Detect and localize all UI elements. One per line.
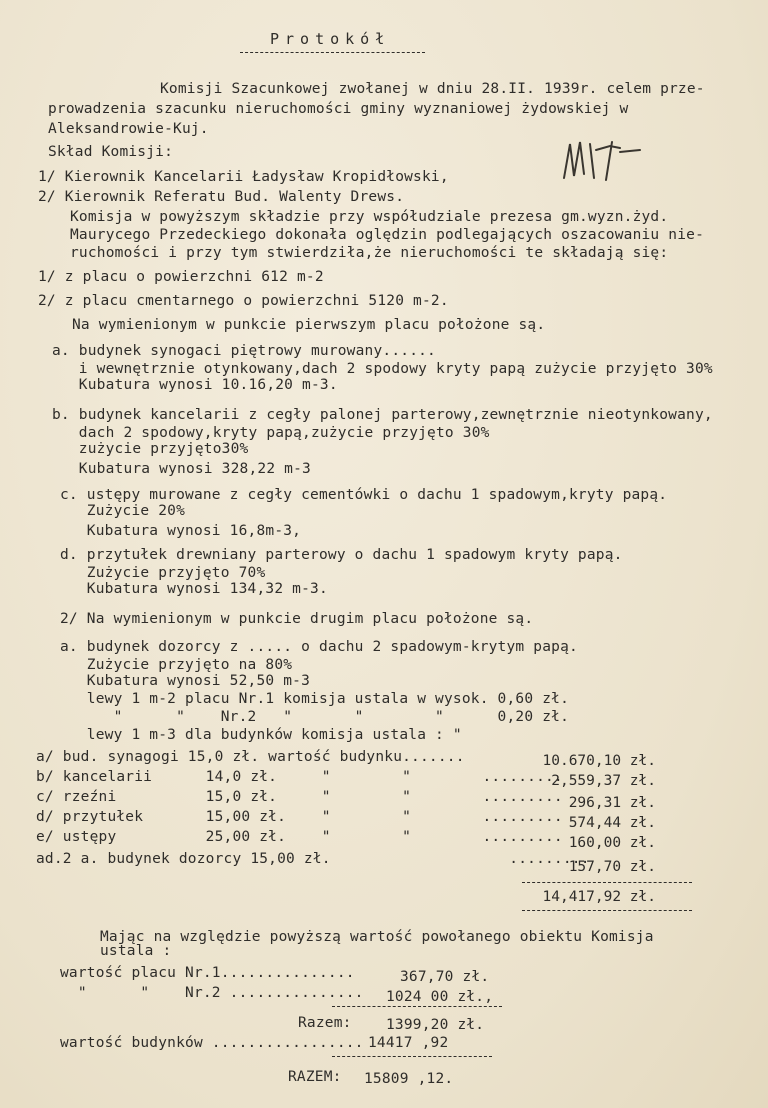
building-b-line-3: zużycie przyjęto30% <box>52 441 249 457</box>
building-b-line-4: Kubatura wynosi 328,22 m-3 <box>52 461 311 477</box>
intro-line-2: prowadzenia szacunku nieruchomości gminy wyznaniowej żydowskiej w <box>48 101 629 117</box>
building-d-line-2: Zużycie przyjęto 70% <box>60 565 266 581</box>
valuation-b-label: b/ kancelarii 14,0 zł. " " ......... <box>36 769 563 785</box>
statement-line-3: ruchomości i przy tym stwierdziła,że nieruchomości te składają się: <box>70 245 669 261</box>
valuation-e-label: e/ ustępy 25,00 zł. " " ......... <box>36 829 563 845</box>
plot-1: 1/ z placu o powierzchni 612 m-2 <box>38 269 324 285</box>
plot-value-1-amount: 367,70 zł. <box>400 969 490 985</box>
building2-line-5: " " Nr.2 " " " 0,20 zł. <box>60 709 569 725</box>
commission-heading: Skład Komisji: <box>48 144 174 160</box>
valuation-c-amount: 296,31 zł. <box>568 795 656 811</box>
building-d-line-3: Kubatura wynosi 134,32 m-3. <box>60 581 328 597</box>
conclusion-line-1: Mając na względzie powyższą wartość powołanego obiektu Komisja <box>100 929 654 945</box>
building2-line-3: Kubatura wynosi 52,50 m-3 <box>60 673 311 689</box>
valuation-a-amount: 10.670,10 zł. <box>542 753 656 769</box>
building2-line-4: lewy 1 m-2 placu Nr.1 komisja ustala w wysok. 0,60 zł. <box>60 691 569 707</box>
plot-value-2-label: " " Nr.2 ............... <box>60 985 364 1001</box>
plot-2: 2/ z placu cmentarnego o powierzchni 5120 m-2. <box>38 293 449 309</box>
building2-line-1: a. budynek dozorcy z ..... o dachu 2 spadowym-krytym papą. <box>60 639 578 655</box>
intro-line-1: Komisji Szacunkowej zwołanej w dniu 28.II. 1939r. celem prze- <box>160 81 705 97</box>
final-rule <box>332 1056 492 1057</box>
valuation-f-amount: 157,70 zł. <box>568 859 656 875</box>
statement-line-1: Komisja w powyższym składzie przy współudziale prezesa gm.wyzn.żyd. <box>70 209 669 225</box>
building-b-line-2: dach 2 spodowy,kryty papą,zużycie przyjęto 30% <box>52 425 490 441</box>
statement-line-2: Maurycego Przedeckiego dokonała oględzin podlegających oszacowaniu nie- <box>70 227 705 243</box>
section2-heading: 2/ Na wymienionym w punkcie drugim placu położone są. <box>60 611 534 627</box>
member-1: 1/ Kierownik Kancelarii Ładysław Kropidłowski, <box>38 169 449 185</box>
valuation-a-label: a/ bud. synagogi 15,0 zł. wartość budynku....... <box>36 749 465 765</box>
valuation-b-amount: 2,559,37 zł. <box>551 773 656 789</box>
handwritten-signature <box>560 138 650 186</box>
buildings-value-label: wartość budynków ................. <box>60 1035 364 1051</box>
section1-heading: Na wymienionym w punkcie pierwszym placu położone są. <box>72 317 546 333</box>
razem-rule <box>332 1006 502 1007</box>
total-rule <box>522 882 692 883</box>
plot-value-2-amount: 1024 00 zł., <box>386 989 494 1005</box>
plot-value-1-label: wartość placu Nr.1............... <box>60 965 355 981</box>
razem2-label: RAZEM: <box>288 1069 342 1085</box>
building2-line-6: lewy 1 m-3 dla budynków komisja ustala : " <box>60 727 462 743</box>
razem1-label: Razem: <box>298 1015 352 1031</box>
valuation-c-label: c/ rzeźni 15,0 zł. " " ......... <box>36 789 563 805</box>
building-c-line-1: c. ustępy murowane z cegły cementówki o dachu 1 spadowym,kryty papą. <box>60 487 668 503</box>
building-a-line-2: i wewnętrznie otynkowany,dach 2 spodowy kryty papą zużycie przyjęto 30% <box>52 361 713 377</box>
valuation-f-label: ad.2 a. budynek dozorcy 15,00 zł. ......... <box>36 851 590 867</box>
title-underline <box>240 52 425 53</box>
conclusion-line-2: ustala : <box>100 943 172 959</box>
building-c-line-2: Zużycie 20% <box>60 503 186 519</box>
intro-line-3: Aleksandrowie-Kuj. <box>48 121 209 137</box>
building-a-line-3: Kubatura wynosi 10.16,20 m-3. <box>52 377 338 393</box>
building-a-line-1: a. budynek synogaci piętrowy murowany...... <box>52 343 436 359</box>
valuation-e-amount: 160,00 zł. <box>568 835 656 851</box>
total-rule-bottom <box>522 910 692 911</box>
valuation-d-label: d/ przytułek 15,00 zł. " " ......... <box>36 809 563 825</box>
building-b-line-1: b. budynek kancelarii z cegły palonej parterowy,zewnętrznie nieotynkowany, <box>52 407 713 423</box>
building2-line-2: Zużycie przyjęto na 80% <box>60 657 293 673</box>
page-title: Protokół <box>270 30 391 48</box>
member-2: 2/ Kierownik Referatu Bud. Walenty Drews. <box>38 189 405 205</box>
building-c-line-3: Kubatura wynosi 16,8m-3, <box>60 523 302 539</box>
buildings-value: 14417 ,92 <box>368 1035 449 1051</box>
building-d-line-1: d. przytułek drewniany parterowy o dachu 1 spadowym kryty papą. <box>60 547 623 563</box>
valuation-d-amount: 574,44 zł. <box>568 815 656 831</box>
razem1-value: 1399,20 zł. <box>386 1017 485 1033</box>
razem2-value: 15809 ,12. <box>364 1071 454 1087</box>
valuation-total: 14,417,92 zł. <box>542 889 656 905</box>
